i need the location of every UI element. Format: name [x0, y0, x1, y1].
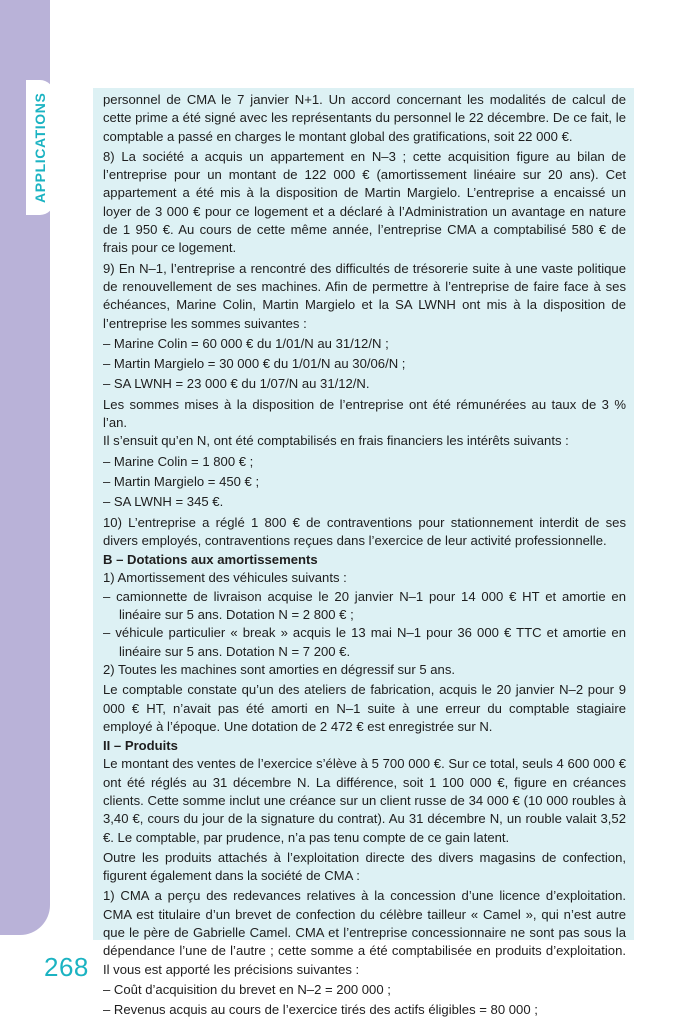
paragraph: Les sommes mises à la disposition de l’entreprise ont été rémunérées au taux de 3 % l’an.	[103, 396, 626, 431]
list-item: – véhicule particulier « break » acquis le 13 mai N–1 pour 36 000 € TTC et amortie en linéaire sur 5 ans. Dotation N = 7 200 €.	[103, 625, 626, 659]
list-item: – Marine Colin = 1 800 € ;	[103, 453, 254, 469]
list-item: – Martin Margielo = 30 000 € du 1/01/N au 30/06/N ;	[103, 356, 406, 372]
section-heading: B – Dotations aux amortissements	[103, 552, 318, 568]
list-item: – SA LWNH = 345 €.	[103, 494, 224, 510]
paragraph: Il s’ensuit qu’en N, ont été comptabilisés en frais financiers les intérêts suivants :	[103, 433, 569, 449]
list-item: – Marine Colin = 60 000 € du 1/01/N au 31/12/N ;	[103, 335, 389, 351]
list-item: – SA LWNH = 23 000 € du 1/07/N au 31/12/N.	[103, 376, 370, 392]
paragraph: 2) Toutes les machines sont amorties en dégressif sur 5 ans.	[103, 661, 456, 677]
list-item: – Martin Margielo = 450 € ;	[103, 473, 260, 489]
paragraph: Outre les produits attachés à l’exploitation directe des divers magasins de confection, figurent également dans la société de CMA :	[103, 849, 626, 884]
paragraph: Le montant des ventes de l’exercice s’élève à 5 700 000 €. Sur ce total, seuls 4 600 000 € ont été réglés au 31 décembre N. La différence, soit 1 100 000 €, figure en créances clients. Cette somme inclut une créance sur un client russe de 34 000 € (10 000 roubles à 3,40 €, cours du jour de la signature du contrat). Au 31 décembre N, un rouble valait 3,52 €. Le comptable, par prudence, n’a pas tenu compte de ce gain latent.	[103, 756, 626, 845]
section-heading: II – Produits	[103, 738, 178, 754]
exercise-text-box	[93, 88, 634, 1018]
paragraph: Le comptable constate qu’un des ateliers de fabrication, acquis le 20 janvier N–2 pour 9 000 € HT, n’avait pas été amorti en N–1 suite à une erreur du comptable stagiaire employé à l’époque. Une dotation de 2 472 € est enregistrée sur N.	[103, 682, 626, 734]
section-tab-label: APPLICATIONS	[32, 92, 48, 203]
paragraph: 10) L’entreprise a réglé 1 800 € de contraventions pour stationnement interdit de ses divers employés, contraventions reçues dans l’exercice de leur activité professionnelle.	[103, 514, 626, 548]
paragraph: 1) CMA a perçu des redevances relatives à la concession d’une licence d’exploitation. CMA est titulaire d’un brevet de confection du célèbre tailleur « Camel », qui n’est autre que le père de Gabrielle Camel. CMA et l’entreprise concessionnaire ne sont pas sous la dépendance l’une de l’autre ; cette somme a été comptabilisée en produits d’exploitation. Il vous est apporté les précisions suivantes :	[103, 888, 626, 977]
list-item: – camionnette de livraison acquise le 20 janvier N–1 pour 14 000 € HT et amortie en linéaire sur 5 ans. Dotation N = 2 800 € ;	[103, 588, 626, 623]
paragraph: 1) Amortissement des véhicules suivants :	[103, 570, 347, 586]
paragraph: 9) En N–1, l’entreprise a rencontré des difficultés de trésorerie suite à une vaste politique de renouvellement de ses machines. Afin de permettre à l’entreprise de faire face à ses échéances, Marine Colin, Martin Margielo et la SA LWNH ont mis à la disposition de l’entreprise les sommes suivantes :	[103, 260, 626, 331]
list-item: – Coût d’acquisition du brevet en N–2 = 200 000 ;	[103, 981, 391, 997]
paragraph: personnel de CMA le 7 janvier N+1. Un accord concernant les modalités de calcul de cette prime a été signé avec les représentants du personnel le 22 décembre. De ce fait, le comptable a passé en charges le montant global des gratifications, soit 22 000 €.	[103, 92, 626, 144]
paragraph: 8) La société a acquis un appartement en N–3 ; cette acquisition figure au bilan de l’entreprise pour un montant de 122 000 € (amortissement linéaire sur 20 ans). Cet appartement a été mis à la disposition de Martin Margielo. L’entreprise a encaissé un loyer de 3 000 € pour ce logement et a déclaré à l’Administration un avantage en nature de 1 950 €. Au cours de cette même année, l’entreprise CMA a comptabilisé 580 € de frais pour ce logement.	[103, 148, 626, 256]
page-number: 268	[44, 952, 89, 982]
list-item: – Revenus acquis au cours de l’exercice tirés des actifs éligibles = 80 000 ;	[103, 1002, 538, 1018]
